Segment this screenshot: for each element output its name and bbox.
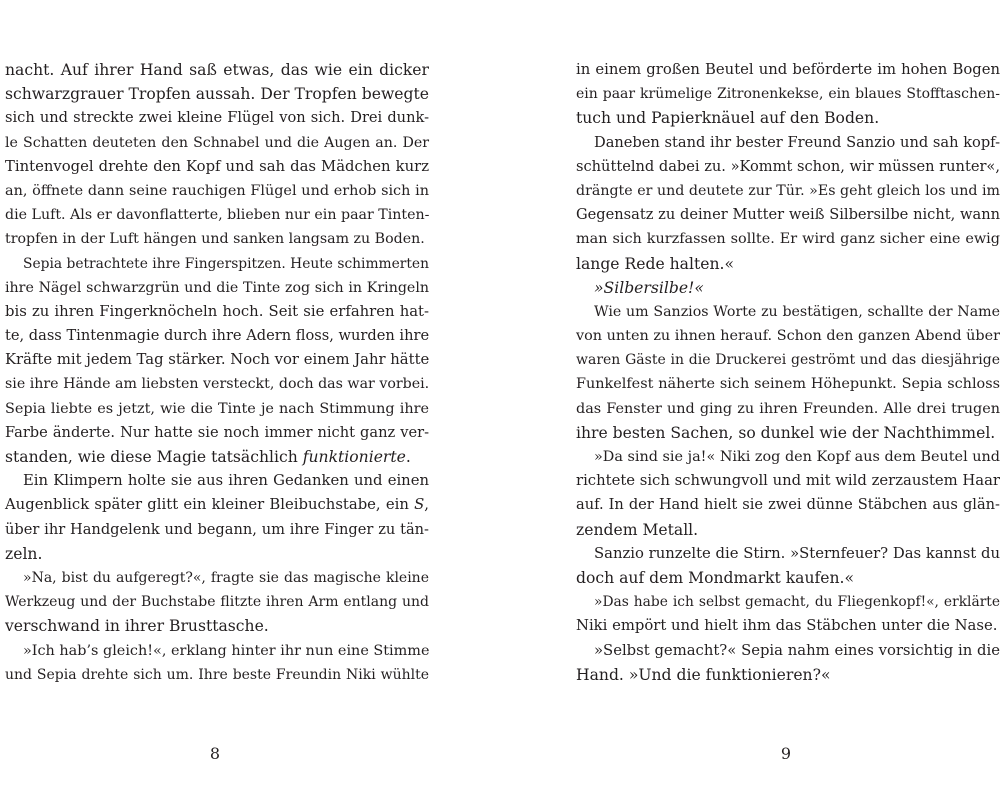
text-line: ihre Nägel schwarzgrün und die Tinte zog sich in Kringeln [5,279,429,296]
page-number-left: 8 [209,744,221,763]
text-line: bis zu ihren Fingerknöcheln hoch. Seit sie erfahren hat- [5,302,429,320]
text-line: »Silbersilbe!« [594,278,704,297]
text-line: sich und streckte zwei kleine Flügel von sich. Drei dunk- [5,109,429,127]
text-line [5,445,429,469]
text-line: man sich kurzfassen sollte. Er wird ganz sicher eine ewig [576,231,1000,248]
text-line: »Ich hab’s gleich!«, erklang hinter ihr nun eine Stimme [23,642,430,659]
text-line: lange Rede halten.« [576,254,734,273]
text-line: schwarzgrauer Tropfen aussah. Der Tropfen bewegte [5,85,429,104]
text-line: Kräfte mit jedem Tag stärker. Noch vor einem Jahr hätte [5,351,430,369]
text-line: ihre besten Sachen, so dunkel wie der Nachthimmel. [576,423,996,442]
text-run: . [405,448,411,466]
text-line: auf. In der Hand hielt sie zwei dünne Stäbchen aus glän- [576,496,1000,514]
text-line: Sepia betrachtete ihre Fingerspitzen. Heute schimmerten [23,255,429,272]
text-run: Augenblick später glitt ein kleiner Bleibuchstabe, ein [5,496,415,514]
text-line: sie ihre Hände am liebsten versteckt, doch das war vorbei. [5,376,430,393]
text-line: die Luft. Als er davonflatterte, blieben nur ein paar Tinten- [5,207,430,224]
text-line: und Sepia drehte sich um. Ihre beste Freundin Niki wühlte [5,666,429,683]
text-line: richtete sich schwungvoll und mit wild zerzaustem Haar [576,472,1000,490]
text-line: waren Gäste in die Druckerei geströmt und das diesjährige [576,352,1000,369]
text-line: le Schatten deuteten den Schnabel und die Augen an. Der [5,134,429,151]
text-line: Hand. »Und die funktionieren?« [576,665,831,684]
text-line: Funkelfest näherte sich seinem Höhepunkt. Sepia schloss [576,376,1000,393]
page-number-right: 9 [780,744,792,763]
text-line: »Da sind sie ja!« Niki zog den Kopf aus dem Beutel und [594,449,1000,465]
text-line: schüttelnd dabei zu. »Kommt schon, wir müssen runter«, [576,157,1000,175]
text-line: »Selbst gemacht?« Sepia nahm eines vorsichtig in die [594,641,1000,659]
text-line: Sepia liebte es jetzt, wie die Tinte je nach Stimmung ihre [5,400,429,417]
text-line: Daneben stand ihr bester Freund Sanzio und sah kopf- [594,133,1000,151]
text-line: das Fenster und ging zu ihren Freunden. Alle drei trugen [576,400,1000,417]
text-line: »Das habe ich selbst gemacht, du Fliegenkopf!«, erklärte [594,594,1000,611]
text-run: , [424,496,429,514]
text-line: Sanzio runzelte die Stirn. »Sternfeuer? Das kannst du [594,544,1000,562]
left-page [5,58,429,687]
text-line: verschwand in ihrer Brusttasche. [5,617,269,636]
text-line: in einem großen Beutel und beförderte im hohen Bogen [576,61,1000,78]
text-line: Ein Klimpern holte sie aus ihren Gedanken und einen [23,472,429,490]
text-line: an, öffnete dann seine rauchigen Flügel und erhob sich in [5,182,429,199]
italic-letter: S [414,496,425,514]
text-line: tropfen in der Luft hängen und sanken langsam zu Boden. [5,231,425,248]
text-line: Niki empört und hielt ihm das Stäbchen unter die Nase. [576,617,998,635]
text-line: Farbe änderte. Nur hatte sie noch immer nicht ganz ver- [5,423,429,441]
text-line: über ihr Handgelenk und begann, um ihre Finger zu tän- [5,520,429,538]
italic-word: funktionierte [302,448,406,466]
text-line: Werkzeug und der Buchstabe flitzte ihren Arm entlang und [5,594,429,611]
text-line: doch auf dem Mondmarkt kaufen.« [576,568,855,587]
text-line: drängte er und deutete zur Tür. »Es geht gleich los und im [576,182,1000,199]
text-line: nacht. Auf ihrer Hand saß etwas, das wie ein dicker [5,61,429,79]
text-line: Gegensatz zu deiner Mutter weiß Silbersilbe nicht, wann [576,206,1000,224]
text-line: tuch und Papierknäuel auf den Boden. [576,109,880,128]
text-line: zendem Metall. [576,520,699,539]
text-line: zeln. [5,544,43,563]
right-page [576,58,1000,687]
text-line: te, dass Tintenmagie durch ihre Adern floss, wurden ihre [5,327,430,345]
text-line: Wie um Sanzios Worte zu bestätigen, schallte der Name [594,303,1000,320]
text-line: »Na, bist du aufgeregt?«, fragte sie das magische kleine [23,569,429,586]
text-run: standen, wie diese Magie tatsächlich [5,448,303,466]
text-line: von unten zu ihnen herauf. Schon den ganzen Abend über [576,328,1000,345]
text-line: Tintenvogel drehte den Kopf und sah das Mädchen kurz [5,157,429,175]
text-line: ein paar krümelige Zitronenkekse, ein blaues Stofftaschen- [576,86,1000,103]
text-line [5,493,429,517]
